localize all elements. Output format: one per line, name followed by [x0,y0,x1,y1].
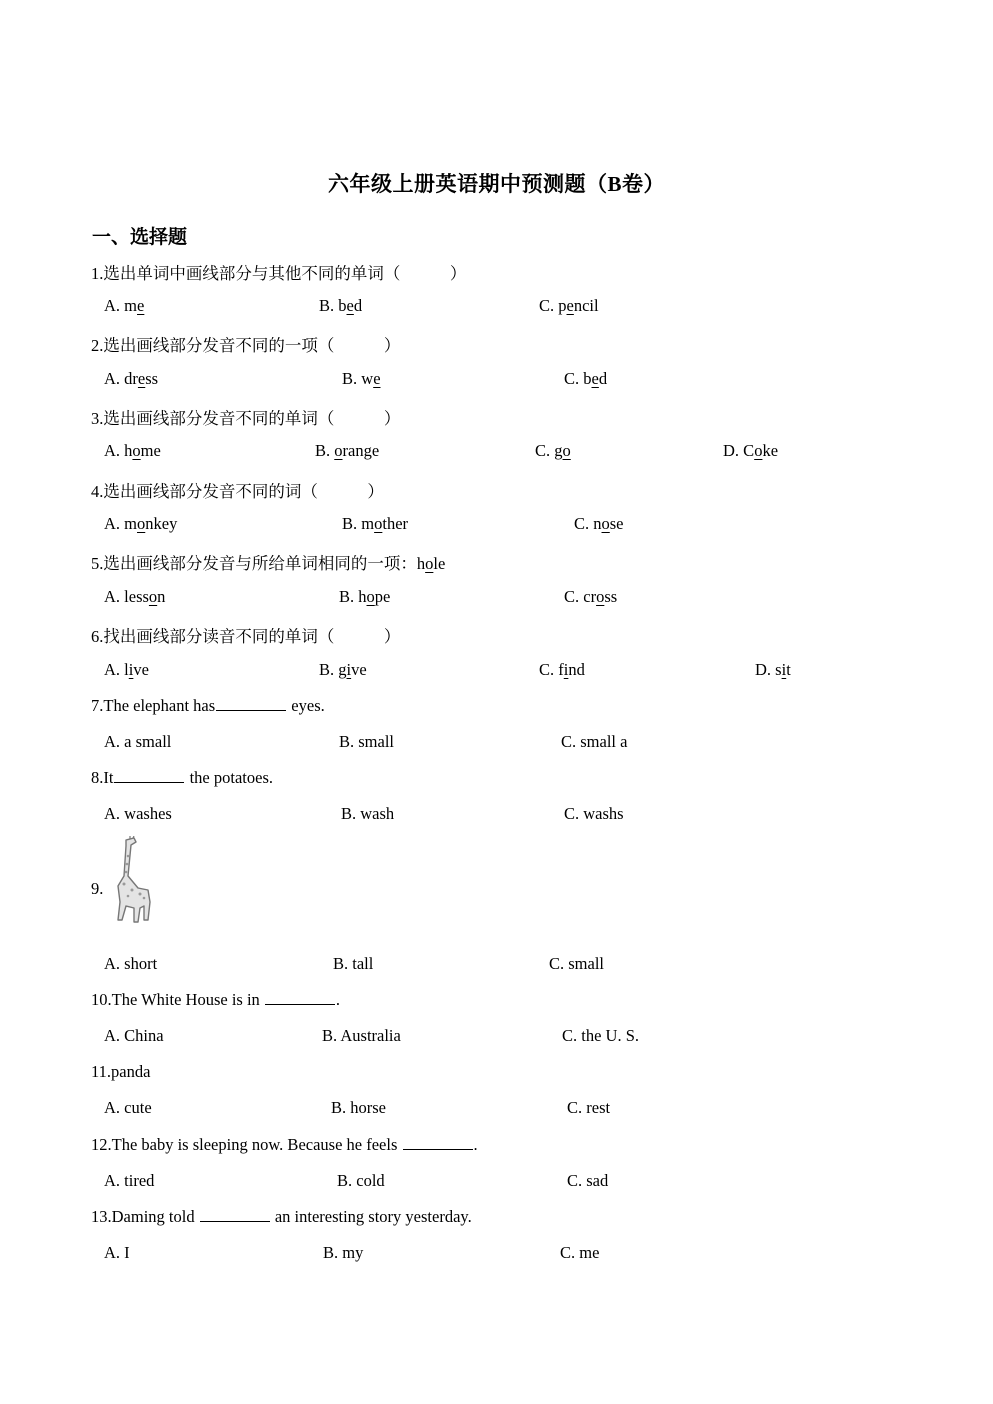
option-c[interactable] [574,514,624,534]
option-label: C. [567,1171,587,1190]
option-word-end: n [157,587,166,606]
option-label: B. [333,954,353,973]
option-word-end: ve [133,660,149,679]
question-number: 4. [91,482,104,501]
question-text: 找出画线部分读音不同的单词（ ） [103,627,401,646]
question-5 [91,550,445,574]
option-underlined-letter: e [591,369,599,388]
option-label: B. [331,1098,351,1117]
option-label: C. [560,1243,580,1262]
option-label: B. [315,441,335,460]
option-word: wash [360,804,395,823]
option-word: cr [583,587,597,606]
option-word: short [124,954,158,973]
question-8 [91,768,273,788]
option-b[interactable] [339,587,390,607]
option-underlined-letter: e [346,296,354,315]
question-number: 7. [91,696,104,715]
question-text: The White House is in [111,990,264,1009]
option-underlined-letter: o [137,514,146,533]
option-underlined-letter: e [137,296,145,315]
question-6 [91,623,400,647]
question-number: 12. [91,1135,112,1154]
question-4 [91,478,384,502]
option-label: C. [535,441,555,460]
option-b[interactable] [341,804,394,824]
option-word: m [124,514,138,533]
question-text: 选出画线部分发音不同的词（ ） [103,482,384,501]
option-c[interactable] [560,1243,599,1263]
option-underlined-letter: o [601,514,610,533]
option-label: A. [104,804,125,823]
option-word-end: se [609,514,624,533]
option-label: A. [104,1171,125,1190]
question-text: Daming told [111,1207,199,1226]
option-underlined-letter: i [781,660,787,679]
option-word: tired [124,1171,155,1190]
question-3 [91,405,400,429]
option-b[interactable] [322,1026,401,1046]
option-b[interactable] [331,1098,386,1118]
option-label: A. [104,1026,125,1045]
answer-blank[interactable] [403,1135,473,1150]
option-word: m [124,296,138,315]
option-label: C. [564,587,584,606]
option-word: f [558,660,564,679]
option-a[interactable] [104,296,144,316]
option-word: g [554,441,563,460]
option-underlined-letter: o [754,441,763,460]
question-number: 3. [91,409,104,428]
option-a[interactable] [104,1243,130,1263]
option-label: C. [562,1026,582,1045]
question-number: 2. [91,336,104,355]
option-word-end: nkey [145,514,178,533]
option-a[interactable] [104,732,171,752]
option-word: I [124,1243,130,1262]
option-label: C. [549,954,569,973]
option-word-end: ncil [573,296,599,315]
option-label: B. [341,804,361,823]
option-word-end: range [342,441,380,460]
option-word: cold [356,1171,385,1190]
option-underlined-letter: i [346,660,352,679]
option-word-end: ther [382,514,409,533]
option-word: small [358,732,395,751]
option-word-end: ss [604,587,618,606]
question-12 [91,1135,478,1155]
option-label: B. [337,1171,357,1190]
option-label: B. [319,296,339,315]
option-word: washes [124,804,172,823]
option-word: China [124,1026,164,1045]
question-9 [91,879,103,899]
option-label: B. [319,660,339,679]
question-text: 选出画线部分发音不同的一项（ ） [103,336,401,355]
option-a[interactable] [104,954,157,974]
option-c[interactable] [539,296,599,316]
option-label: C. [564,804,584,823]
option-word-end: d [598,369,608,388]
question-text-end: . [473,1135,478,1154]
option-underlined-letter: o [334,441,343,460]
option-word: C [743,441,755,460]
option-word-end: ke [762,441,779,460]
option-word: the U. S. [581,1026,640,1045]
answer-blank[interactable] [114,768,184,783]
option-underlined-letter: o [366,587,375,606]
option-b[interactable] [315,441,379,461]
option-label: A. [104,954,125,973]
option-word: less [124,587,149,606]
option-label: C. [564,369,584,388]
option-word: a small [124,732,172,751]
option-label: A. [104,514,125,533]
question-text: The elephant has [103,696,216,715]
option-word: tall [352,954,374,973]
option-label: B. [342,369,362,388]
question-text: The baby is sleeping now. Because he feels [111,1135,402,1154]
option-b[interactable] [339,732,394,752]
option-label: A. [104,1243,125,1262]
option-label: B. [342,514,362,533]
option-label: A. [104,1098,125,1117]
option-a[interactable] [104,587,165,607]
option-a[interactable] [104,514,177,534]
option-underlined-letter: o [596,587,605,606]
given-word-end: le [433,554,446,573]
option-label: B. [339,587,359,606]
option-word: me [579,1243,600,1262]
option-word: b [583,369,592,388]
option-word: sad [586,1171,609,1190]
question-2 [91,332,400,356]
option-b[interactable] [319,660,367,680]
option-label: A. [104,441,125,460]
option-underlined-letter: e [566,296,574,315]
option-a[interactable] [104,1171,154,1191]
question-number: 10. [91,990,112,1009]
option-a[interactable] [104,1098,152,1118]
option-b[interactable] [319,296,362,316]
option-label: C. [574,514,594,533]
page-title: 六年级上册英语期中预测题（B卷） [327,172,665,196]
option-a[interactable] [104,660,149,680]
option-label: C. [539,660,559,679]
option-underlined-letter: o [132,441,141,460]
option-word-end: d [353,296,363,315]
question-text-end: the potatoes. [185,768,273,787]
question-13 [91,1207,472,1227]
option-underlined-letter: i [128,660,134,679]
option-label: A. [104,369,125,388]
option-b[interactable] [333,954,373,974]
option-c[interactable] [567,1098,610,1118]
option-label: B. [323,1243,343,1262]
answer-blank[interactable] [200,1207,270,1222]
option-word: w [361,369,374,388]
option-label: B. [322,1026,341,1045]
question-text-end: eyes. [287,696,325,715]
question-number: 13. [91,1207,112,1226]
option-label: C. [567,1098,587,1117]
option-c[interactable] [564,369,607,389]
option-c[interactable] [561,732,627,752]
option-b[interactable] [337,1171,385,1191]
option-word: n [593,514,602,533]
option-word: dr [124,369,138,388]
option-c[interactable] [564,804,624,824]
option-c[interactable] [564,587,617,607]
option-word: small a [580,732,628,751]
giraffe-image [104,836,156,928]
option-underlined-letter: o [562,441,571,460]
option-c[interactable] [549,954,604,974]
option-word: Australia [340,1026,401,1045]
option-underlined-letter: e [373,369,381,388]
option-b[interactable] [323,1243,363,1263]
option-word: rest [586,1098,611,1117]
answer-blank[interactable] [216,696,286,711]
option-label: B. [339,732,359,751]
question-text: 选出画线部分发音不同的单词（ ） [103,409,401,428]
option-word: small [568,954,605,973]
option-d[interactable] [755,660,791,680]
option-underlined-letter: o [374,514,383,533]
question-text: 选出画线部分发音与所给单词相同的一项： [103,554,417,573]
option-label: A. [104,660,125,679]
option-underlined-letter: o [148,587,158,606]
given-word-underlined: o [425,554,434,573]
option-word: g [338,660,347,679]
option-label: C. [561,732,581,751]
option-a[interactable] [104,369,158,389]
section-heading: 一、选择题 [92,227,188,248]
question-10 [91,990,340,1010]
question-text-end: an interesting story yesterday. [270,1207,472,1226]
question-number: 6. [91,627,104,646]
option-word: washs [583,804,624,823]
option-word: horse [350,1098,387,1117]
question-number: 8. [91,768,104,787]
option-label: A. [104,296,125,315]
option-d[interactable] [723,441,778,461]
question-1 [91,260,466,284]
option-word: s [775,660,782,679]
option-b[interactable] [342,514,408,534]
option-c[interactable] [567,1171,608,1191]
question-text: 选出单词中画线部分与其他不同的单词（ ） [103,264,467,283]
option-word-end: ss [145,369,159,388]
option-word: h [358,587,367,606]
question-text-end: . [335,990,341,1009]
given-word-start: h [416,554,426,573]
option-c[interactable] [535,441,571,461]
option-word-end: nd [568,660,585,679]
answer-blank[interactable] [265,990,335,1005]
option-b[interactable] [342,369,381,389]
question-text: It [103,768,114,787]
option-word-end: ve [351,660,367,679]
option-a[interactable] [104,1026,164,1046]
option-word: cute [124,1098,152,1117]
option-a[interactable] [104,804,172,824]
option-label: D. [723,441,744,460]
question-number: 9. [91,879,104,898]
question-number: 5. [91,554,104,573]
option-word-end: t [786,660,791,679]
question-11 [91,1062,150,1082]
option-a[interactable] [104,441,161,461]
option-label: A. [104,732,125,751]
option-c[interactable] [539,660,585,680]
question-number: 1. [91,264,104,283]
option-word-end: pe [374,587,391,606]
option-word: h [124,441,133,460]
option-word: l [124,660,129,679]
option-word: m [361,514,375,533]
option-word: my [342,1243,364,1262]
option-underlined-letter: e [137,369,146,388]
question-text: panda [111,1062,151,1081]
option-word: b [338,296,347,315]
option-label: A. [104,587,125,606]
option-word-end: me [140,441,161,460]
option-label: C. [539,296,559,315]
question-7 [91,696,325,716]
question-number: 11. [91,1062,112,1081]
option-word: p [558,296,567,315]
option-underlined-letter: i [563,660,569,679]
option-label: D. [755,660,776,679]
option-c[interactable] [562,1026,639,1046]
